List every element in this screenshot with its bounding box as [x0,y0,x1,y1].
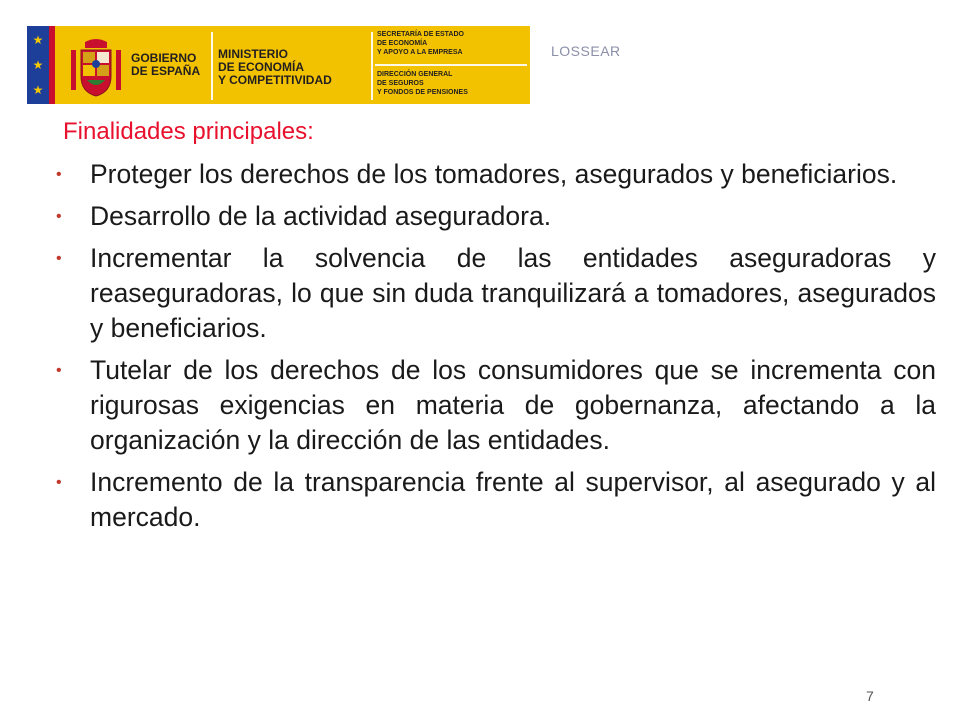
document-tag: LOSSEAR [551,43,621,59]
ministry-line: MINISTERIO [218,47,289,61]
directorate-line: DIRECCIÓN GENERAL [377,71,453,78]
secretariat-line: SECRETARÍA DE ESTADO [377,31,464,38]
divider [371,32,373,100]
directorate-label [377,70,468,97]
directorate-line: Y FONDOS DE PENSIONES [377,89,468,96]
directorate-line: DE SEGUROS [377,80,424,87]
header-logo-banner [27,26,530,104]
gov-line: DE ESPAÑA [131,64,201,78]
bullet-text: Desarrollo de la actividad aseguradora. [90,201,552,231]
bullet-icon: • [56,362,62,379]
ministry-line: Y COMPETITIVIDAD [218,73,332,87]
star-icon: ★ [32,83,44,97]
slide-heading: Finalidades principales: [63,118,314,145]
star-icon: ★ [32,33,44,47]
bullet-item [56,157,936,192]
gov-line: GOBIERNO [131,51,197,65]
bullet-item [56,241,936,346]
secretariat-label [377,30,464,57]
star-icon: ★ [32,58,44,72]
eu-flag-strip [27,26,49,104]
bullet-text: Tutelar de los derechos de los consumidores que se incrementa con rigurosas exigencias en materia de gobernanza, afectando a la organización y la dirección de las entidades. [90,355,936,455]
coat-of-arms-icon [67,36,125,98]
government-label [131,52,200,78]
bullet-item [56,465,936,535]
bullet-icon: • [56,250,62,267]
divider [375,64,527,66]
bullet-icon: • [56,166,62,183]
bullet-list [56,157,936,542]
bullet-text: Proteger los derechos de los tomadores, asegurados y beneficiarios. [90,159,898,189]
secretariat-line: DE ECONOMÍA [377,40,428,47]
page-number: 7 [866,688,874,704]
bullet-item [56,199,936,234]
bullet-item [56,353,936,458]
bullet-text: Incrementar la solvencia de las entidades aseguradoras y reaseguradoras, lo que sin duda tranquilizará a tomadores, asegurados y beneficiarios. [90,243,936,343]
secretariat-line: Y APOYO A LA EMPRESA [377,49,463,56]
divider [211,32,213,100]
flag-red-strip [49,26,55,104]
bullet-icon: • [56,474,62,491]
ministry-label [218,48,332,87]
bullet-icon: • [56,208,62,225]
ministry-line: DE ECONOMÍA [218,60,305,74]
bullet-text: Incremento de la transparencia frente al supervisor, al asegurado y al mercado. [90,467,936,532]
